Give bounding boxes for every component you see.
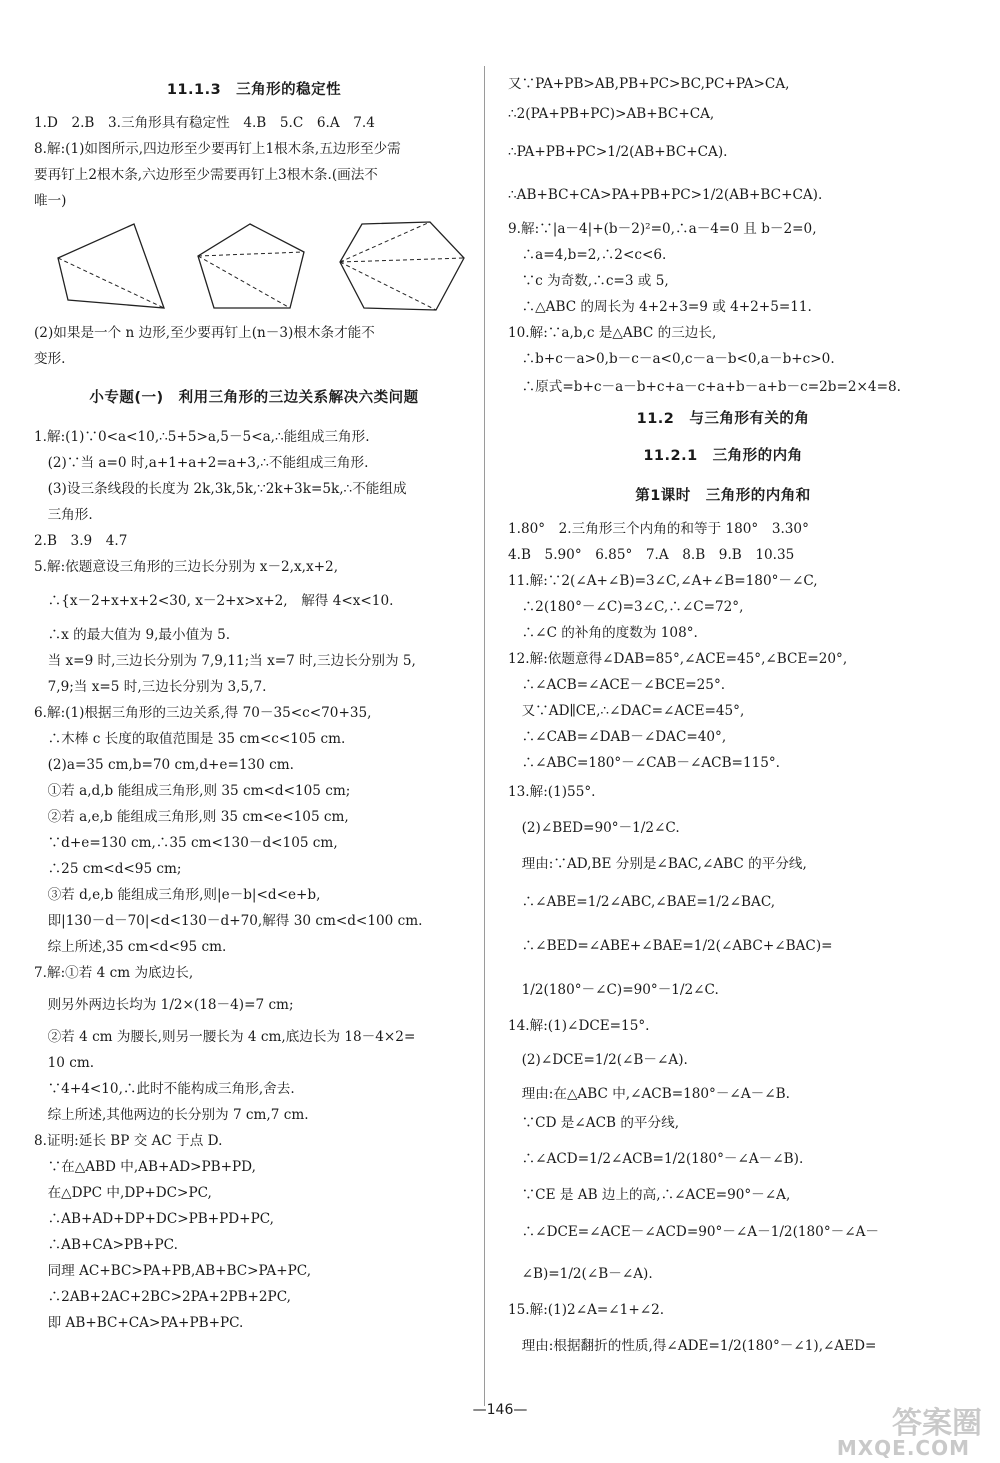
text-line: 即 AB+BC+CA>PA+PB+PC. xyxy=(34,1315,244,1331)
text-line: ①若 a,d,b 能组成三角形,则 35 cm<d<105 cm; xyxy=(34,783,351,799)
text-line: 14.解:(1)∠DCE=15°. xyxy=(508,1018,650,1034)
text-line: (3)设三条线段的长度为 2k,3k,5k,∵2k+3k=5k,∴不能组成 xyxy=(34,481,407,497)
text-line: 变形. xyxy=(34,351,66,367)
text-line: 12.解:依题意得∠DAB=85°,∠ACE=45°,∠BCE=20°, xyxy=(508,651,848,667)
text-line: ∠B)=1/2(∠B－∠A). xyxy=(508,1266,653,1282)
text-line: ∴∠ACD=1/2∠ACB=1/2(180°－∠A－∠B). xyxy=(508,1151,804,1167)
text-line: 2.B 3.9 4.7 xyxy=(34,533,128,549)
text-line: ∴b+c－a>0,b－c－a<0,c－a－b<0,a－b+c>0. xyxy=(508,351,835,367)
right-column xyxy=(508,70,938,1366)
text-line: 11.解:∵2(∠A+∠B)=3∠C,∠A+∠B=180°－∠C, xyxy=(508,573,818,589)
text-line: 1/2(180°－∠C)=90°－1/2∠C. xyxy=(508,982,719,998)
text-line: ∴△ABC 的周长为 4+2+3=9 或 4+2+5=11. xyxy=(508,299,812,315)
text-line: (2)∵当 a=0 时,a+1+a+2=a+3,∴不能组成三角形. xyxy=(34,455,369,471)
text-line: ∴{x－2+x+x+2<30, x－2+x>x+2, 解得 4<x<10. xyxy=(34,593,394,609)
text-line: 10.解:∵a,b,c 是△ABC 的三边长, xyxy=(508,325,717,341)
text-line: ∴2(180°－∠C)=3∠C,∴∠C=72°, xyxy=(508,599,744,615)
text-line: ②若 4 cm 为腰长,则另一腰长为 4 cm,底边长为 18－4×2= xyxy=(34,1029,416,1045)
section-heading: 小专题(一) 利用三角形的三边关系解决六类问题 xyxy=(89,390,419,406)
page-number: —146— xyxy=(472,1402,528,1418)
text-line: 当 x=9 时,三边长分别为 7,9,11;当 x=7 时,三边长分别为 5, xyxy=(34,653,416,669)
text-line: ②若 a,e,b 能组成三角形,则 35 cm<e<105 cm, xyxy=(34,809,349,825)
text-line: ∵CE 是 AB 边上的高,∴∠ACE=90°－∠A, xyxy=(508,1187,791,1203)
section-heading: 11.2 与三角形有关的角 xyxy=(636,411,810,427)
text-line: ∴∠ACB=∠ACE－∠BCE=25°. xyxy=(508,677,726,693)
text-line: (2)a=35 cm,b=70 cm,d+e=130 cm. xyxy=(34,757,294,773)
hexagon-figure xyxy=(336,218,468,314)
pentagon-figure xyxy=(194,220,309,312)
text-line: 7,9;当 x=5 时,三边长分别为 3,5,7. xyxy=(34,679,267,695)
text-line: ∴∠C 的补角的度数为 108°. xyxy=(508,625,698,641)
text-line: 1.D 2.B 3.三角形具有稳定性 4.B 5.C 6.A 7.4 xyxy=(34,115,375,131)
text-line: ③若 d,e,b 能组成三角形,则|e－b|<d<e+b, xyxy=(34,887,321,903)
text-line: ∴AB+CA>PB+PC. xyxy=(34,1237,178,1253)
text-line: ∴2AB+2AC+2BC>2PA+2PB+2PC, xyxy=(34,1289,291,1305)
column-divider xyxy=(484,66,485,1406)
text-line: ∴x 的最大值为 9,最小值为 5. xyxy=(34,627,231,643)
text-line: ∴2(PA+PB+PC)>AB+BC+CA, xyxy=(508,106,715,122)
text-line: 理由:根据翻折的性质,得∠ADE=1/2(180°－∠1),∠AED= xyxy=(508,1338,877,1354)
polygon-figure xyxy=(34,218,474,316)
text-line: 又∵AD∥CE,∴∠DAC=∠ACE=45°, xyxy=(508,703,745,719)
text-line: 8.证明:延长 BP 交 AC 于点 D. xyxy=(34,1133,223,1149)
text-line: 综上所述,35 cm<d<95 cm. xyxy=(34,939,227,955)
text-line: ∴a=4,b=2,∴2<c<6. xyxy=(508,247,667,263)
text-line: 即|130－d－70|<d<130－d+70,解得 30 cm<d<100 cm. xyxy=(34,913,423,929)
text-line: (2)∠DCE=1/2(∠B－∠A). xyxy=(508,1052,688,1068)
text-line: ∴木棒 c 长度的取值范围是 35 cm<c<105 cm. xyxy=(34,731,346,747)
text-line: ∴原式=b+c－a－b+c+a－c+a+b－a+b－c=2b=2×4=8. xyxy=(508,379,901,395)
text-line: ∴AB+AD+DP+DC>PB+PD+PC, xyxy=(34,1211,274,1227)
text-line: 5.解:依题意设三角形的三边长分别为 x－2,x,x+2, xyxy=(34,559,339,575)
text-line: (2)∠BED=90°－1/2∠C. xyxy=(508,820,680,836)
text-line: ∴∠BED=∠ABE+∠BAE=1/2(∠ABC+∠BAC)= xyxy=(508,938,833,954)
text-line: 8.解:(1)如图所示,四边形至少要再钉上1根木条,五边形至少需 xyxy=(34,141,401,157)
text-line: ∴∠ABC=180°－∠CAB－∠ACB=115°. xyxy=(508,755,781,771)
text-line: 13.解:(1)55°. xyxy=(508,784,596,800)
text-line: 7.解:①若 4 cm 为底边长, xyxy=(34,965,194,981)
text-line: 4.B 5.90° 6.85° 7.A 8.B 9.B 10.35 xyxy=(508,547,795,563)
text-line: 15.解:(1)2∠A=∠1+∠2. xyxy=(508,1302,665,1318)
text-line: ∵4+4<10,∴此时不能构成三角形,舍去. xyxy=(34,1081,295,1097)
text-line: 1.解:(1)∵0<a<10,∴5+5>a,5－5<a,∴能组成三角形. xyxy=(34,429,370,445)
left-column xyxy=(34,70,474,1336)
text-line: 三角形. xyxy=(34,507,93,523)
text-line: 又∵PA+PB>AB,PB+PC>BC,PC+PA>CA, xyxy=(508,76,790,92)
text-line: ∴∠CAB=∠DAB－∠DAC=40°, xyxy=(508,729,727,745)
text-line: 唯一) xyxy=(34,193,67,209)
section-heading: 第1课时 三角形的内角和 xyxy=(635,488,811,504)
section-heading: 11.1.3 三角形的稳定性 xyxy=(166,82,342,98)
text-line: ∴PA+PB+PC>1/2(AB+BC+CA). xyxy=(508,144,728,160)
text-line: ∴∠DCE=∠ACE－∠ACD=90°－∠A－1/2(180°－∠A－ xyxy=(508,1224,880,1240)
text-line: 要再钉上2根木条,六边形至少需要再钉上3根木条.(画法不 xyxy=(34,167,378,183)
text-line: ∴25 cm<d<95 cm; xyxy=(34,861,182,877)
text-line: 1.80° 2.三角形三个内角的和等于 180° 3.30° xyxy=(508,521,809,537)
text-line: 在△DPC 中,DP+DC>PC, xyxy=(34,1185,212,1201)
text-line: ∵CD 是∠ACB 的平分线, xyxy=(508,1115,680,1131)
text-line: 9.解:∵|a－4|+(b－2)²=0,∴a－4=0 且 b－2=0, xyxy=(508,221,817,237)
text-line: 6.解:(1)根据三角形的三边关系,得 70－35<c<70+35, xyxy=(34,705,372,721)
text-line: ∴AB+BC+CA>PA+PB+PC>1/2(AB+BC+CA). xyxy=(508,187,823,203)
text-line: ∵在△ABD 中,AB+AD>PB+PD, xyxy=(34,1159,256,1175)
text-line: 同理 AC+BC>PA+PB,AB+BC>PA+PC, xyxy=(34,1263,312,1279)
watermark-site-icon: MXQE.COM xyxy=(836,1436,970,1460)
quadrilateral-figure xyxy=(54,220,169,312)
watermark-logo-icon: 答案圈 xyxy=(892,1406,982,1441)
text-line: (2)如果是一个 n 边形,至少要再钉上(n－3)根木条才能不 xyxy=(34,325,375,341)
section-heading: 11.2.1 三角形的内角 xyxy=(643,448,803,464)
text-line: 10 cm. xyxy=(34,1055,95,1071)
text-line: ∵c 为奇数,∴c=3 或 5, xyxy=(508,273,669,289)
text-line: 则另外两边长均为 1/2×(18－4)=7 cm; xyxy=(34,997,294,1013)
text-line: ∴∠ABE=1/2∠ABC,∠BAE=1/2∠BAC, xyxy=(508,894,776,910)
text-line: 理由:在△ABC 中,∠ACB=180°－∠A－∠B. xyxy=(508,1086,790,1102)
text-line: 理由:∵AD,BE 分别是∠BAC,∠ABC 的平分线, xyxy=(508,856,807,872)
text-line: 综上所述,其他两边的长分别为 7 cm,7 cm. xyxy=(34,1107,309,1123)
text-line: ∵d+e=130 cm,∴35 cm<130－d<105 cm, xyxy=(34,835,338,851)
